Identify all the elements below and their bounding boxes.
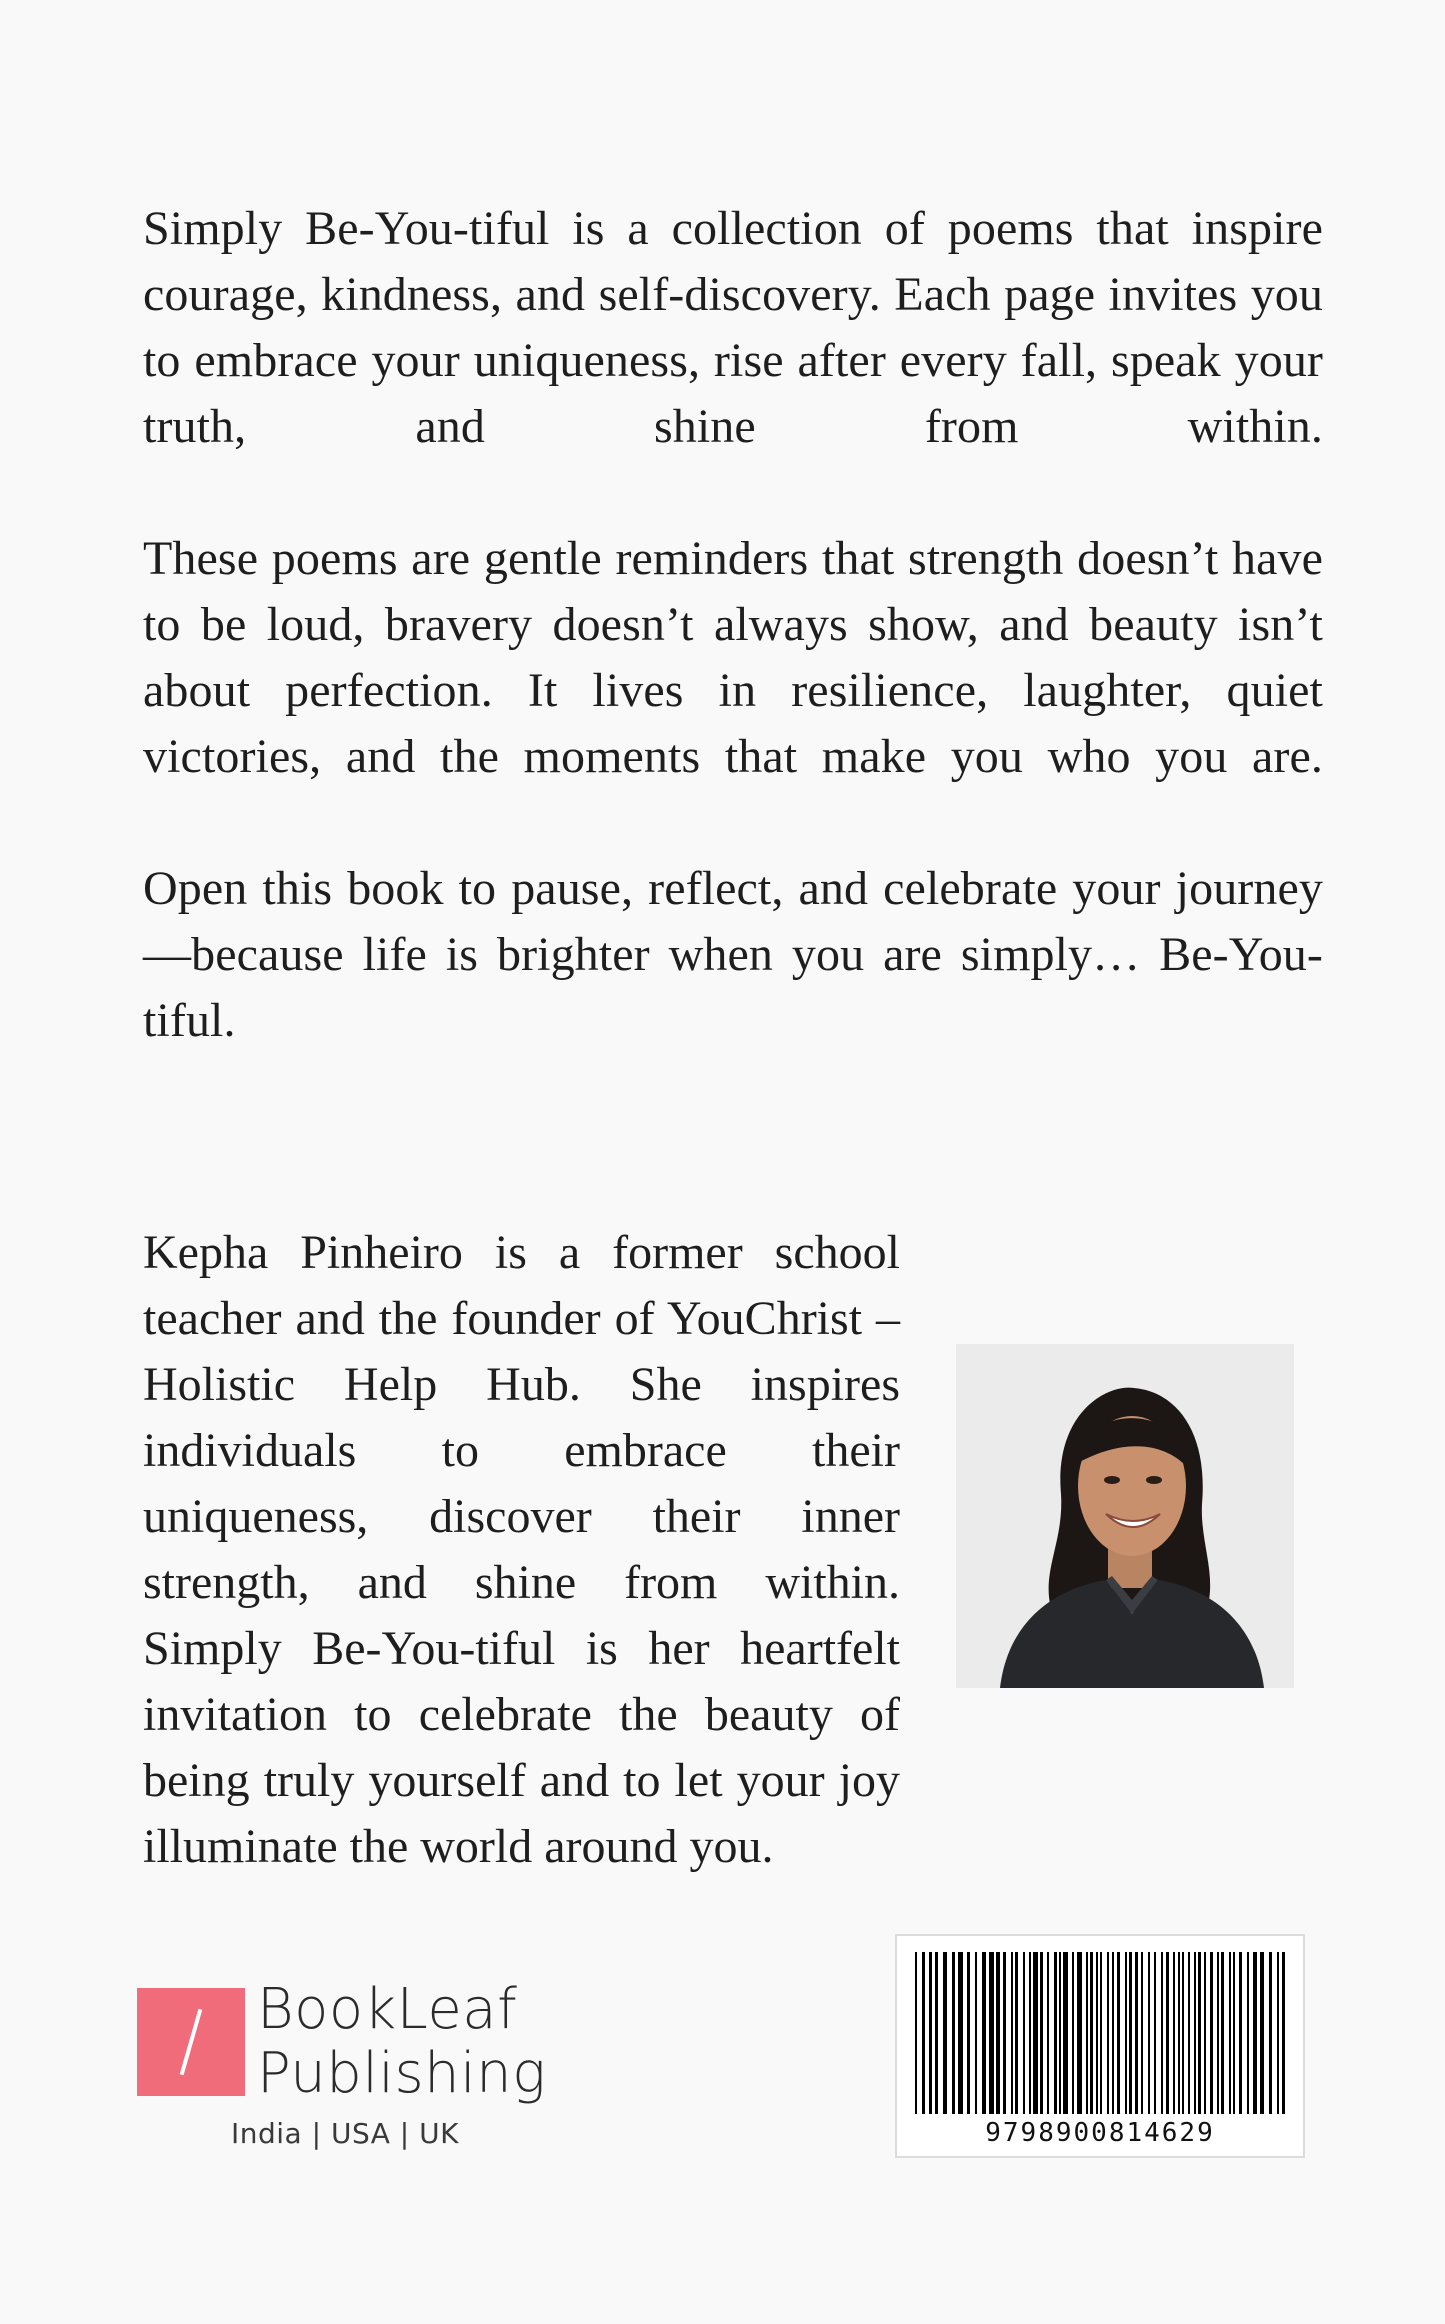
barcode-bar xyxy=(1011,1952,1013,2114)
barcode-bar xyxy=(967,1952,970,2114)
barcode-bar xyxy=(1077,1952,1082,2114)
barcode-bar xyxy=(1117,1952,1120,2114)
barcode-bar xyxy=(1233,1952,1235,2114)
barcode-bar xyxy=(1221,1952,1224,2114)
blurb-paragraph-1: Simply Be-You-tiful is a collection of poems that inspire courage, kindness, and self-discovery. Each page invites you to embrace your uniqueness, rise after every fall, speak your truth, and shine from within. xyxy=(143,202,1323,453)
barcode-bar xyxy=(975,1952,977,2114)
isbn-barcode xyxy=(895,1934,1305,2158)
barcode-bar xyxy=(1015,1952,1018,2114)
barcode-bar xyxy=(1217,1952,1219,2114)
barcode-bar xyxy=(1229,1952,1231,2114)
blurb-paragraph-2: These poems are gentle reminders that strength doesn’t have to be loud, bravery doesn’t always show, and beauty isn’t about perfection. It lives in resilience, laughter, quiet victories, and the moments that make you who you are. xyxy=(143,532,1323,783)
barcode-bar xyxy=(1063,1952,1068,2114)
barcode-bar xyxy=(1086,1952,1088,2114)
barcode-bar xyxy=(1054,1952,1057,2114)
barcode-bar xyxy=(1178,1952,1180,2114)
barcode-bar xyxy=(1107,1952,1109,2114)
barcode-bar xyxy=(935,1952,938,2114)
barcode-bar xyxy=(1239,1952,1242,2114)
barcode-bar xyxy=(1182,1952,1184,2114)
barcode-bar xyxy=(1173,1952,1175,2114)
barcode-bar xyxy=(1129,1952,1132,2114)
barcode-bar xyxy=(1148,1952,1150,2114)
publisher-logo-icon xyxy=(137,1988,245,2096)
barcode-bar xyxy=(1023,1952,1025,2114)
barcode-bar xyxy=(982,1952,986,2114)
barcode-bar xyxy=(1260,1952,1264,2114)
slash-mark xyxy=(180,2009,203,2075)
barcode-bar xyxy=(1040,1952,1043,2114)
barcode-bar xyxy=(1194,1952,1196,2114)
barcode-bar xyxy=(1135,1952,1138,2114)
barcode-bar xyxy=(1003,1952,1006,2114)
publisher-name-line1: BookLeaf xyxy=(257,1977,518,2042)
barcode-bar xyxy=(952,1952,955,2114)
barcode-bar xyxy=(1112,1952,1114,2114)
barcode-bar xyxy=(943,1952,947,2114)
publisher-name-line2: Publishing xyxy=(257,2041,547,2106)
barcode-bar xyxy=(1269,1952,1272,2114)
barcode-bar xyxy=(958,1952,963,2114)
barcode-bar xyxy=(1247,1952,1249,2114)
barcode-bar xyxy=(1100,1952,1102,2114)
barcode-bar xyxy=(1096,1952,1098,2114)
barcode-bar xyxy=(929,1952,932,2114)
barcode-bar xyxy=(1282,1952,1285,2114)
barcode-bar xyxy=(1277,1952,1279,2114)
barcode-bar xyxy=(915,1952,917,2114)
barcode-bar xyxy=(1188,1952,1190,2114)
barcode-bar xyxy=(1154,1952,1156,2114)
author-photo xyxy=(956,1344,1294,1688)
barcode-bar xyxy=(1029,1952,1031,2114)
barcode-bar xyxy=(1210,1952,1213,2114)
author-bio: Kepha Pinheiro is a former school teacher and the founder of YouChrist – Holistic Help Hub. She inspires individuals to embrace their uniqueness, discover their inner strength, and shine from within. Simply Be-You-tiful is her heartfelt invitation to celebrate the beauty of being truly yourself and to let your joy illuminate the world around you. xyxy=(143,1226,900,1873)
back-cover-blurb xyxy=(143,196,1323,1120)
barcode-bar xyxy=(1033,1952,1038,2114)
barcode-bar xyxy=(989,1952,994,2114)
barcode-bar xyxy=(922,1952,925,2114)
barcode-bar xyxy=(996,1952,1000,2114)
barcode-bar xyxy=(1047,1952,1049,2114)
barcode-bar xyxy=(1253,1952,1257,2114)
barcode-bar xyxy=(1125,1952,1127,2114)
publisher-name xyxy=(257,1978,546,2106)
isbn-number: 9798900814629 xyxy=(985,2118,1215,2148)
barcode-bar xyxy=(1141,1952,1143,2114)
barcode-bar xyxy=(1161,1952,1163,2114)
barcode-bar xyxy=(1090,1952,1093,2114)
barcode-bars xyxy=(915,1952,1287,2114)
barcode-bar xyxy=(1072,1952,1074,2114)
barcode-bar xyxy=(1166,1952,1169,2114)
publisher-regions: India | USA | UK xyxy=(231,2117,459,2150)
barcode-bar xyxy=(1198,1952,1201,2114)
barcode-bar xyxy=(1204,1952,1206,2114)
barcode-bar xyxy=(1059,1952,1061,2114)
blurb-paragraph-3: Open this book to pause, reflect, and celebrate your journey—because life is brighter when you are simply… Be-You-tiful. xyxy=(143,862,1323,1047)
